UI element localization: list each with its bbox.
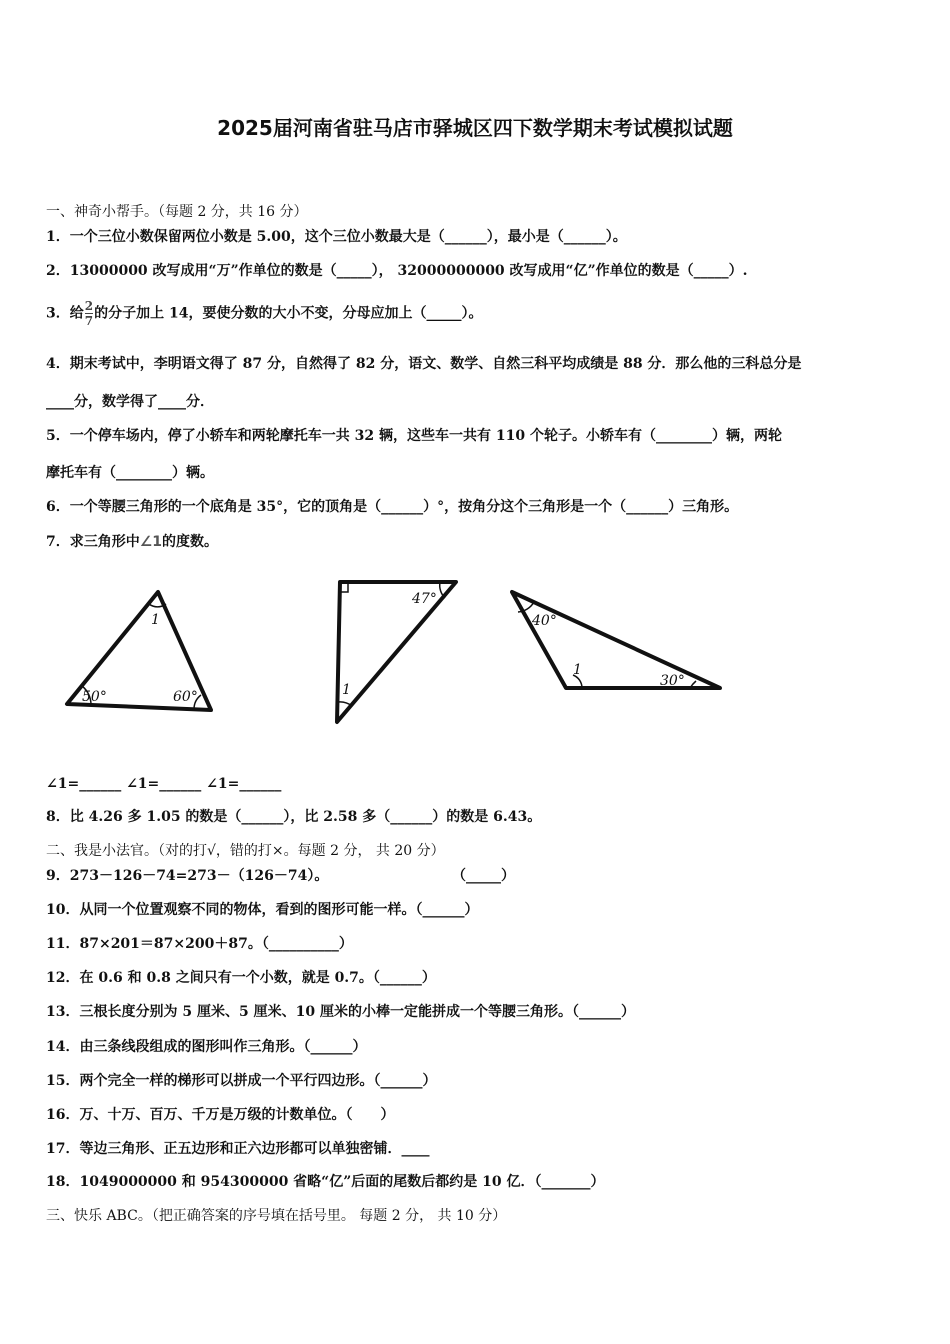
question-14: 14．由三条线段组成的图形叫作三角形。（______） bbox=[46, 1039, 367, 1055]
question-9-blank: （_____） bbox=[452, 868, 515, 884]
triangle-3 bbox=[512, 592, 720, 689]
section2-heading: 二、我是小法官。（对的打√，错的打×。每题 2 分， 共 20 分） bbox=[46, 843, 445, 859]
question-10: 10．从同一个位置观察不同的物体，看到的图形可能一样。（______） bbox=[46, 902, 479, 918]
triangle-1 bbox=[67, 592, 211, 710]
t3-angle-1-label: 1 bbox=[573, 662, 582, 678]
question-11: 11．87×201＝87×200＋87。（__________） bbox=[46, 936, 353, 952]
question-9: 9．273－126－74=273－（126－74）。 bbox=[46, 868, 329, 884]
question-6: 6．一个等腰三角形的一个底角是 35°，它的顶角是（______）°，按角分这个三角形是一个（______）三角形。 bbox=[46, 499, 739, 515]
triangle-figures bbox=[40, 570, 760, 750]
page-title: 2025届河南省驻马店市驿城区四下数学期末考试模拟试题 bbox=[217, 116, 733, 140]
t1-angle-50-label: 50° bbox=[82, 689, 107, 705]
question-15: 15．两个完全一样的梯形可以拼成一个平行四边形。（______） bbox=[46, 1073, 437, 1089]
question-7-answers: ∠1=______ ∠1=______ ∠1=______ bbox=[46, 776, 282, 792]
question-2: 2．13000000 改写成用“万”作单位的数是（_____）， 32000000000 改写成用“亿”作单位的数是（_____）. bbox=[46, 263, 748, 279]
question-8: 8．比 4.26 多 1.05 的数是（______），比 2.58 多（______）的数是 6.43。 bbox=[46, 809, 542, 825]
t3-angle-30-label: 30° bbox=[660, 673, 685, 689]
triangle-2 bbox=[337, 582, 456, 722]
angle-1-symbol: ∠1 bbox=[139, 534, 163, 550]
fraction-2-7 bbox=[85, 300, 93, 327]
question-5-line2: 摩托车有（________）辆。 bbox=[46, 465, 214, 481]
fraction-denominator: 7 bbox=[84, 314, 94, 328]
t1-angle-60-label: 60° bbox=[173, 689, 198, 705]
question-18: 18．1049000000 和 954300000 省略“亿”后面的尾数后都约是 10 亿．（_______） bbox=[46, 1174, 605, 1190]
fraction-numerator: 2 bbox=[84, 299, 94, 313]
question-7-prefix: 7．求三角形中 bbox=[46, 534, 140, 550]
question-16: 16．万、十万、百万、千万是万级的计数单位。（ ） bbox=[46, 1107, 395, 1123]
question-17: 17．等边三角形、正五边形和正六边形都可以单独密铺．____ bbox=[46, 1141, 430, 1157]
question-12: 12．在 0.6 和 0.8 之间只有一个小数，就是 0.7。（______） bbox=[46, 970, 436, 986]
section1-heading: 一、神奇小帮手。（每题 2 分，共 16 分） bbox=[46, 204, 308, 220]
question-7-suffix: 的度数。 bbox=[162, 534, 219, 550]
t2-angle-1-label: 1 bbox=[342, 682, 351, 698]
t1-angle-1-label: 1 bbox=[151, 612, 160, 628]
question-3-prefix: 3．给 bbox=[46, 305, 84, 322]
t2-angle-47-label: 47° bbox=[412, 591, 437, 607]
question-5-line1: 5．一个停车场内，停了小轿车和两轮摩托车一共 32 辆，这些车一共有 110 个轮子。小轿车有（________）辆，两轮 bbox=[46, 428, 782, 444]
question-13: 13．三根长度分别为 5 厘米、5 厘米、10 厘米的小棒一定能拼成一个等腰三角形。（______） bbox=[46, 1004, 635, 1020]
t3-angle-40-label: 40° bbox=[532, 613, 557, 629]
question-4-line1: 4．期末考试中，李明语文得了 87 分，自然得了 82 分，语文、数学、自然三科平均成绩是 88 分．那么他的三科总分是 bbox=[46, 356, 802, 372]
question-7 bbox=[46, 532, 218, 552]
question-3 bbox=[46, 300, 482, 327]
section3-heading: 三、快乐 ABC。（把正确答案的序号填在括号里。 每题 2 分， 共 10 分） bbox=[46, 1208, 507, 1224]
question-4-line2: ____分，数学得了____分． bbox=[46, 394, 214, 410]
question-3-suffix: 的分子加上 14，要使分数的大小不变，分母应加上（_____）。 bbox=[94, 305, 483, 322]
question-1: 1．一个三位小数保留两位小数是 5.00，这个三位小数最大是（______），最小是（______）。 bbox=[46, 229, 627, 245]
